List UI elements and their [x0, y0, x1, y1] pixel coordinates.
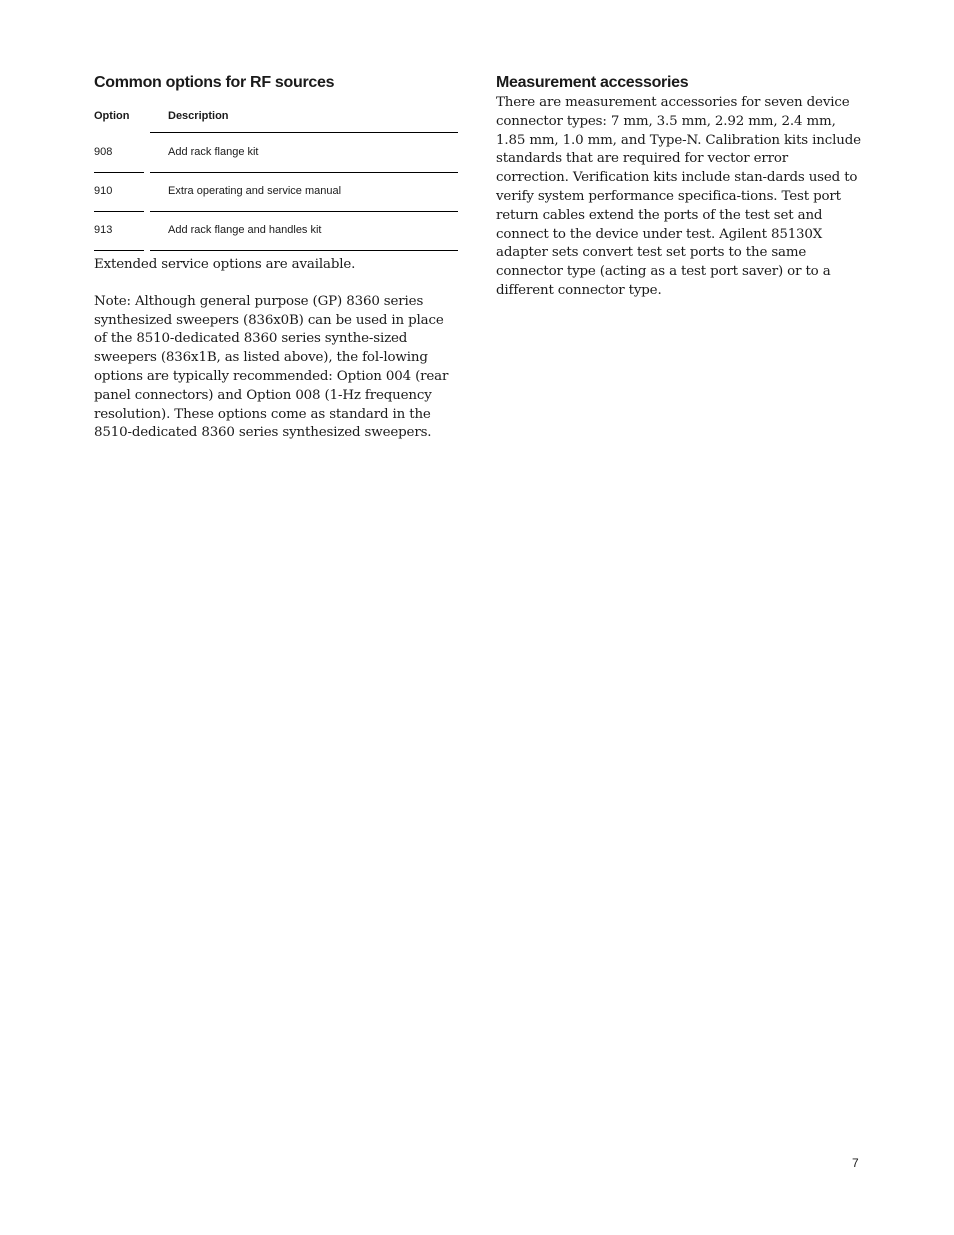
note-paragraph: Note: Although general purpose (GP) 8360 series synthesized sweepers (836x0B) can be used in place of the 8510-dedicated 8360 series synthe-sized sweepers (836x1B, as listed above), the fol-lowing options are typically recommended: Option 004 (rear panel connectors) and Option 008 (1-Hz frequency resolution). These options come as standard in the 8510-dedicated 8360 series synthesized sweepers.: [94, 293, 449, 441]
table-row: [94, 133, 458, 172]
right-column: [496, 72, 862, 301]
extended-service-text: Extended service options are available.: [94, 257, 356, 272]
rf-options-heading: Common options for RF sources: [94, 74, 335, 91]
option-description: Extra operating and service manual: [150, 172, 458, 212]
header-option: Option: [94, 110, 130, 122]
option-code: 910: [94, 172, 144, 212]
option-description: Add rack flange and handles kit: [150, 211, 458, 251]
table-row: [94, 211, 458, 250]
option-code: 908: [94, 133, 144, 173]
options-table-header: [94, 110, 458, 132]
option-description: Add rack flange kit: [150, 133, 458, 173]
option-code: 913: [94, 211, 144, 251]
left-column: [94, 72, 458, 443]
header-description: Description: [168, 110, 229, 122]
options-table: [94, 110, 458, 250]
accessories-heading: Measurement accessories: [496, 74, 689, 91]
accessories-body: There are measurement accessories for seven device connector types: 7 mm, 3.5 mm, 2.92 mm, 2.4 mm, 1.85 mm, 1.0 mm, and Type-N. Calibration kits include standards that are required for vector error correction. Verification kits include stan-dards used to verify system performance specifica-tions. Test port return cables extend the ports of the test set and connect to the device under test. Agilent 85130X adapter sets convert test set ports to the same connector type (acting as a test port saver) or to a different connector type.: [496, 95, 861, 298]
page-number: 7: [852, 1156, 859, 1170]
table-row: [94, 172, 458, 211]
